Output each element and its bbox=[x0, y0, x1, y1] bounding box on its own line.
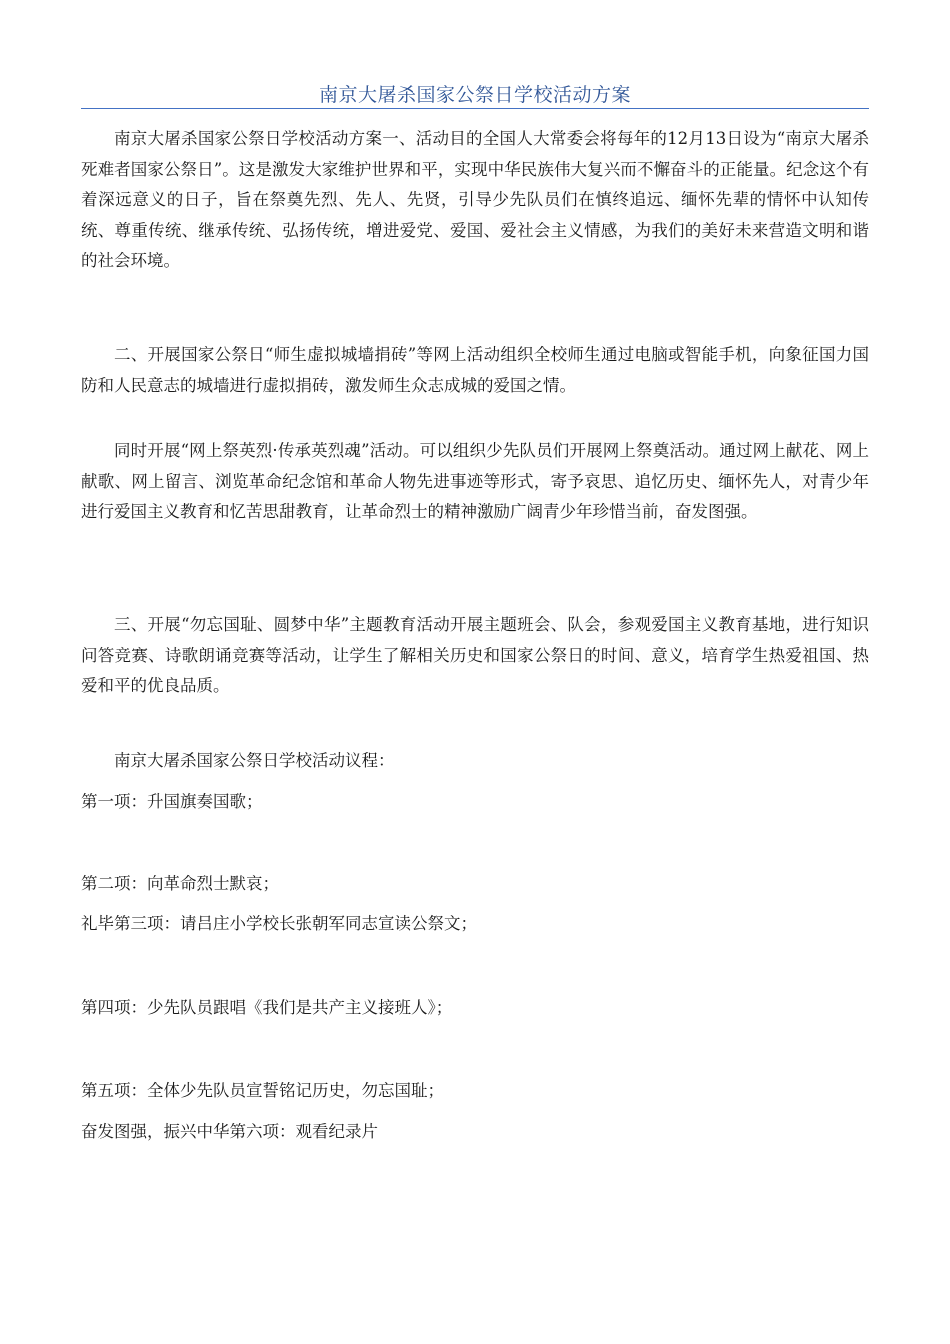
agenda-item: 奋发图强，振兴中华第六项：观看纪录片 bbox=[81, 1122, 378, 1141]
agenda-item: 第五项：全体少先队员宣誓铭记历史，勿忘国耻； bbox=[81, 1081, 444, 1100]
agenda-heading: 南京大屠杀国家公祭日学校活动议程： bbox=[114, 751, 395, 770]
agenda-item: 礼毕第三项：请吕庄小学校长张朝军同志宣读公祭文； bbox=[81, 914, 477, 933]
title-underline bbox=[81, 108, 869, 109]
paragraph-virtual-brick: 二、开展国家公祭日“师生虚拟城墙捐砖”等网上活动组织全校师生通过电脑或智能手机，向象征国力国防和人民意志的城墙进行虚拟捐砖，激发师生众志成城的爱国之情。 bbox=[81, 345, 869, 395]
agenda-item: 第二项：向革命烈士默哀； bbox=[81, 874, 279, 893]
paragraph-purpose: 南京大屠杀国家公祭日学校活动方案一、活动目的全国人大常委会将每年的12月13日设为“南京大屠杀死难者国家公祭日”。这是激发大家维护世界和平，实现中华民族伟大复兴而不懈奋斗的正能量。纪念这个有着深远意义的日子，旨在祭奠先烈、先人、先贤，引导少先队员们在慎终追远、缅怀先辈的情怀中认知传统、尊重传统、继承传统、弘扬传统，增进爱党、爱国、爱社会主义情感，为我们的美好未来营造文明和谐的社会环境。 bbox=[81, 129, 869, 270]
paragraph-online-memorial: 同时开展“网上祭英烈·传承英烈魂”活动。可以组织少先队员们开展网上祭奠活动。通过网上献花、网上献歌、网上留言、浏览革命纪念馆和革命人物先进事迹等形式，寄予哀思、追忆历史、缅怀先人，对青少年进行爱国主义教育和忆苦思甜教育，让革命烈士的精神激励广阔青少年珍惜当前，奋发图强。 bbox=[81, 441, 869, 521]
document-title: 南京大屠杀国家公祭日学校活动方案 bbox=[318, 84, 631, 106]
paragraph-theme-education: 三、开展“勿忘国耻、圆梦中华”主题教育活动开展主题班会、队会，参观爱国主义教育基地，进行知识问答竞赛、诗歌朗诵竞赛等活动，让学生了解相关历史和国家公祭日的时间、意义，培育学生热爱祖国、热爱和平的优良品质。 bbox=[81, 615, 869, 695]
agenda-item: 第一项：升国旗奏国歌； bbox=[81, 792, 263, 811]
agenda-item: 第四项：少先队员跟唱《我们是共产主义接班人》； bbox=[81, 998, 453, 1017]
